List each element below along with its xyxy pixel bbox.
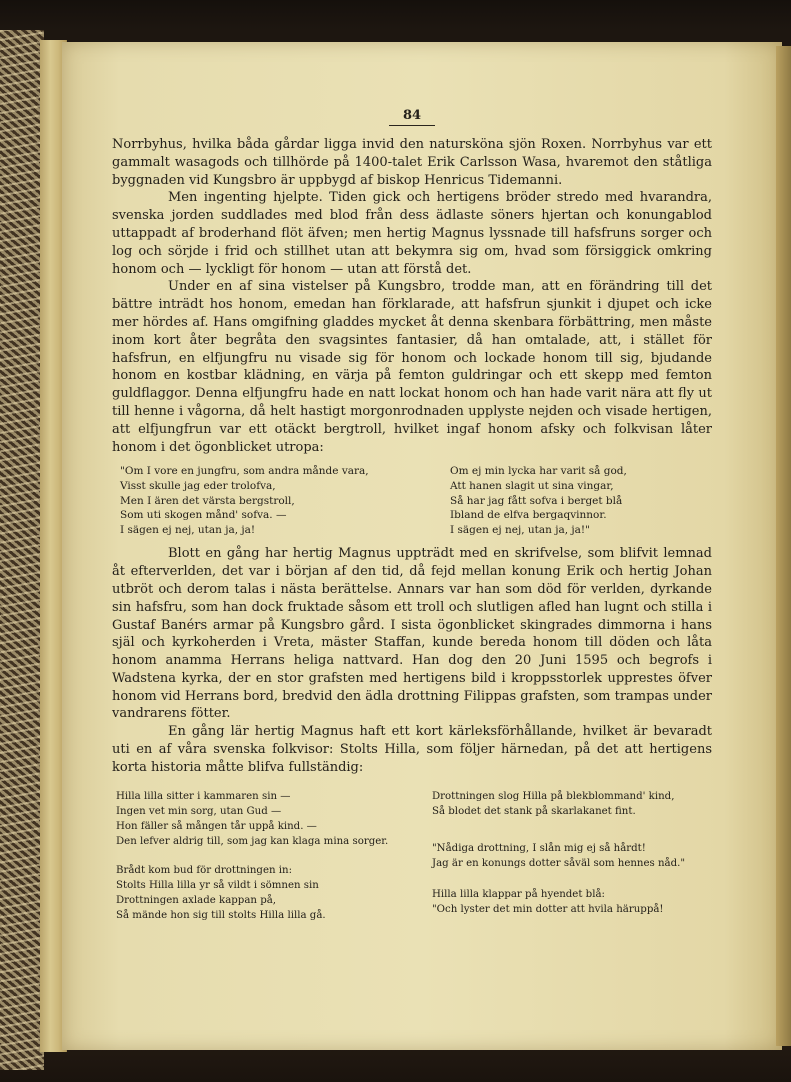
paragraph-4: Blott en gång har hertig Magnus uppträdt med en skrifvelse, som blifvit lemnad åt efterverlden, det var i början af den tid, då fejd mellan konung Erik och hertig Johan utbröt och derom talas i nästa berättelse. Annars var han som död för verlden, dyrkande sin hafsfru, som han dock fruktade såsom ett troll och slutligen afled han lugnt och stilla i Gustaf Banérs armar på Kungsbro gård. I sista ögonblicket skingrades dimmorna i hans själ och kyrkoherden i Vreta, mäster Staffan, kunde bereda honom till döden och låta honom anamma Herrans heliga nattvard. Han dog den 20 Juni 1595 och begrofs i Wadstena kyrka, der en stor grafsten med hertigens bild i kroppsstorlek upprestes öfver honom vid Herrans bord, bredvid den ädla drottning Filippas grafsten, som trampas under vandrarens fötter. [112,546,712,722]
verse-line: Så mände hon sig till stolts Hilla lilla gå. [116,909,326,921]
verse-block-elfjungfru [120,464,712,537]
stanza-gap [116,849,416,863]
verse-column-left [120,464,410,537]
verse-block-stolts-hilla [116,789,712,923]
page-content [112,108,712,923]
verse-line: Så blodet det stank på skarlakanet fint. [432,805,636,817]
verse-line: Drottningen axlade kappan på, [116,894,277,906]
verse-line: Drottningen slog Hilla på blekblommand' kind, [432,790,675,802]
verse-line: Att hanen slagit ut sina vingar, [450,479,614,492]
verse-line: Hon fäller så mången tår uppå kind. — [116,820,317,832]
stanza-gap [432,819,712,841]
paragraph-2: Men ingenting hjelpte. Tiden gick och hertigens bröder stredo med hvarandra, svenska jorden suddlades med blod från dess ädlaste söners hjertan och konungablod uttappadt af broderhand flöt äfven; men hertig Magnus lyssnade till hafsfruns sorger och log och sörjde i frid och stillhet utan att bekymra sig om, hvad som försiggick omkring honom och — lyckligt för honom — utan att förstå det. [112,190,712,277]
verse-line: Den lefver aldrig till, som jag kan klaga mina sorger. [116,835,389,847]
verse-column-right [450,464,712,537]
verse-line: Men I ären det värsta bergstroll, [120,494,295,507]
verse-line: Jag är en konungs dotter såväl som hennes nåd." [432,857,686,869]
verse-line: Ingen vet min sorg, utan Gud — [116,805,282,817]
verse-line: "Om I vore en jungfru, som andra månde vara, [120,465,369,478]
verse-column-left [116,789,416,923]
verse-line: Hilla lilla klappar på hyendet blå: [432,888,605,900]
verse-line: Visst skulle jag eder trolofva, [120,479,276,492]
stanza-gap [432,871,712,887]
verse-column-right [432,789,712,923]
verse-line: Som uti skogen månd' sofva. — [120,509,287,522]
verse-line: Stolts Hilla lilla yr så vildt i sömnen sin [116,879,319,891]
verse-line: Ibland de elfva bergaqvinnor. [450,509,607,522]
page-fore-edge [776,46,791,1046]
book-binding [0,30,44,1070]
verse-line: I sägen ej nej, utan ja, ja!" [450,523,590,536]
page-number: 84 [112,108,712,126]
paragraph-1: Norrbyhus, hvilka båda gårdar ligga invid den natursköna sjön Roxen. Norrbyhus var ett gammalt wasagods och tillhörde på 1400-talet Erik Carlsson Wasa, hvaremot den ståtliga byggnaden vid Kungsbro är uppbygd af biskop Henricus Tidemanni. [112,137,712,188]
verse-line: "Nådiga drottning, I slån mig ej så hårdt! [432,842,646,854]
verse-line: Så har jag fått sofva i berget blå [450,494,623,507]
verse-line: "Och lyster det min dotter att hvila häruppå! [432,903,664,915]
paragraph-5: En gång lär hertig Magnus haft ett kort kärleksförhållande, hvilket är bevaradt uti en af våra svenska folkvisor: Stolts Hilla, som följer härnedan, på det att hertigens korta historia måtte blifva fullständig: [112,724,712,775]
verse-line: Hilla lilla sitter i kammaren sin — [116,790,291,802]
verse-line: Om ej min lycka har varit så god, [450,465,627,478]
verse-line: Brådt kom bud för drottningen in: [116,864,293,876]
verse-line: I sägen ej nej, utan ja, ja! [120,523,256,536]
paragraph-3: Under en af sina vistelser på Kungsbro, trodde man, att en förändring till det bättre inträdt hos honom, emedan han förklarade, att hafsfrun sjunkit i djupet och icke mer hördes af. Hans omgifning gladdes mycket åt denna skenbara förbättring, men måste inom kort åter begråta den svagsintes fantasier, då han omtalade, att, i stället för hafsfrun, en elfjungfru nu visade sig för honom och lockade honom till sig, bjudande honom en kostbar klädning, en värja på femton guldringar och ett skepp med femton guldflaggor. Denna elfjungfru hade en natt lockat honom och han hade varit nära att fly ut till henne i vågorna, då helt hastigt morgonrodnaden upplyste nejden och visade hertigen, att elfjungfrun var ett otäckt bergtroll, hvilket ingaf honom afsky och folkvisan låter honom i det ögonblicket utropa: [112,279,712,455]
